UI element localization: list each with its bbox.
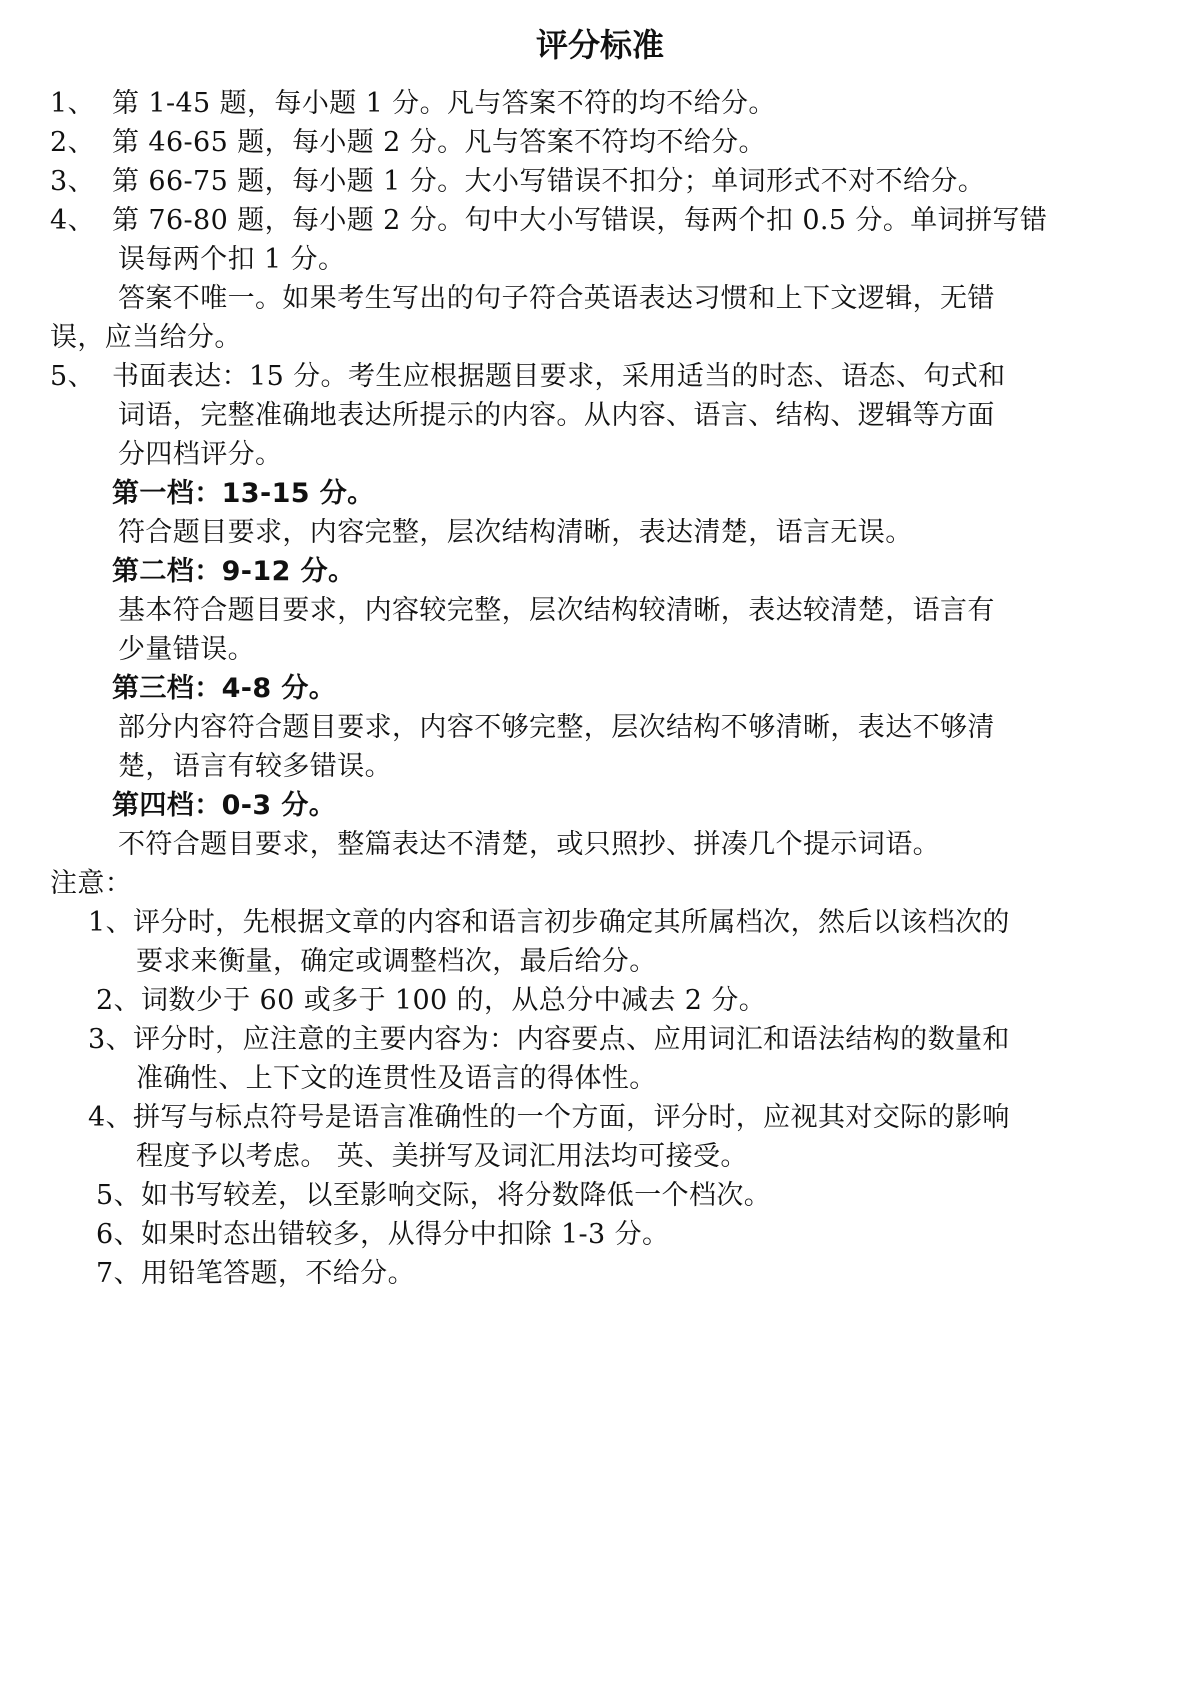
level-text: 部分内容符合题目要求，内容不够完整，层次结构不够清晰，表达不够清: [118, 712, 995, 743]
note-item: [50, 1020, 1150, 1059]
note-item: [50, 903, 1150, 942]
item-text: 第 66-75 题，每小题 1 分。大小写错误不扣分；单词形式不对不给分。: [112, 166, 986, 197]
note-text: 5、如书写较差，以至影响交际，将分数降低一个档次。: [96, 1180, 772, 1211]
item-text: 分四档评分。: [118, 439, 283, 470]
paragraph-text: 误，应当给分。: [50, 322, 242, 353]
note-item: [50, 1176, 1150, 1215]
level-text: 基本符合题目要求，内容较完整，层次结构较清晰，表达较清楚，语言有: [118, 595, 995, 626]
note-text: 3、评分时，应注意的主要内容为：内容要点、应用词汇和语法结构的数量和: [88, 1024, 1010, 1055]
note-item-continuation: [50, 1059, 1150, 1098]
item-text: 书面表达：15 分。考生应根据题目要求，采用适当的时态、语态、句式和: [112, 361, 1006, 392]
level-description: [50, 630, 1150, 669]
paragraph-text: 答案不唯一。如果考生写出的句子符合英语表达习惯和上下文逻辑，无错: [118, 283, 995, 314]
item-text: 词语，完整准确地表达所提示的内容。从内容、语言、结构、逻辑等方面: [118, 400, 995, 431]
note-text: 1、评分时，先根据文章的内容和语言初步确定其所属档次，然后以该档次的: [88, 907, 1010, 938]
level-text: 符合题目要求，内容完整，层次结构清晰，表达清楚，语言无误。: [118, 517, 913, 548]
item-text: 误每两个扣 1 分。: [118, 244, 346, 275]
item-number: 4、: [50, 205, 95, 236]
level-heading: [50, 474, 1150, 513]
note-item-continuation: [50, 942, 1150, 981]
item-text: 第 46-65 题，每小题 2 分。凡与答案不符均不给分。: [112, 127, 766, 158]
list-item-continuation: [50, 240, 1150, 279]
level-description: [50, 825, 1150, 864]
list-item: [50, 123, 1150, 162]
list-item: [50, 357, 1150, 396]
list-item: [50, 84, 1150, 123]
note-item: [50, 1098, 1150, 1137]
page-title: 评分标准: [535, 26, 664, 64]
note-text: 程度予以考虑。 英、美拼写及词汇用法均可接受。: [136, 1141, 748, 1172]
note-text: 2、词数少于 60 或多于 100 的，从总分中减去 2 分。: [96, 985, 767, 1016]
level-heading: [50, 669, 1150, 708]
document-body: [50, 84, 1150, 1293]
level-heading-text: 第一档：13-15 分。: [112, 478, 375, 509]
notes-heading-text: 注意：: [50, 868, 133, 899]
note-text: 准确性、上下文的连贯性及语言的得体性。: [136, 1063, 657, 1094]
note-text: 6、如果时态出错较多，从得分中扣除 1-3 分。: [96, 1219, 670, 1250]
list-item-continuation: [50, 435, 1150, 474]
level-text: 不符合题目要求，整篇表达不清楚，或只照抄、拼凑几个提示词语。: [118, 829, 940, 860]
list-item-continuation: [50, 396, 1150, 435]
level-description: [50, 747, 1150, 786]
paragraph: [50, 279, 1150, 318]
item-number: 3、: [50, 166, 95, 197]
level-text: 楚，语言有较多错误。: [118, 751, 392, 782]
list-item: [50, 162, 1150, 201]
level-heading-text: 第二档：9-12 分。: [112, 556, 356, 587]
level-heading: [50, 786, 1150, 825]
item-text: 第 1-45 题，每小题 1 分。凡与答案不符的均不给分。: [112, 88, 776, 119]
note-item-continuation: [50, 1137, 1150, 1176]
level-description: [50, 708, 1150, 747]
level-text: 少量错误。: [118, 634, 255, 665]
level-heading: [50, 552, 1150, 591]
note-text: 要求来衡量，确定或调整档次，最后给分。: [136, 946, 657, 977]
notes-heading: [50, 864, 1150, 903]
level-heading-text: 第三档：4-8 分。: [112, 673, 337, 704]
level-description: [50, 591, 1150, 630]
note-text: 4、拼写与标点符号是语言准确性的一个方面，评分时，应视其对交际的影响: [88, 1102, 1010, 1133]
item-number: 1、: [50, 88, 95, 119]
note-item: [50, 981, 1150, 1020]
note-item: [50, 1254, 1150, 1293]
level-description: [50, 513, 1150, 552]
level-heading-text: 第四档：0-3 分。: [112, 790, 337, 821]
list-item: [50, 201, 1150, 240]
item-number: 2、: [50, 127, 95, 158]
note-text: 7、用铅笔答题，不给分。: [96, 1258, 415, 1289]
item-number: 5、: [50, 361, 95, 392]
item-text: 第 76-80 题，每小题 2 分。句中大小写错误，每两个扣 0.5 分。单词拼写错: [112, 205, 1048, 236]
note-item: [50, 1215, 1150, 1254]
paragraph-continuation: [50, 318, 1150, 357]
